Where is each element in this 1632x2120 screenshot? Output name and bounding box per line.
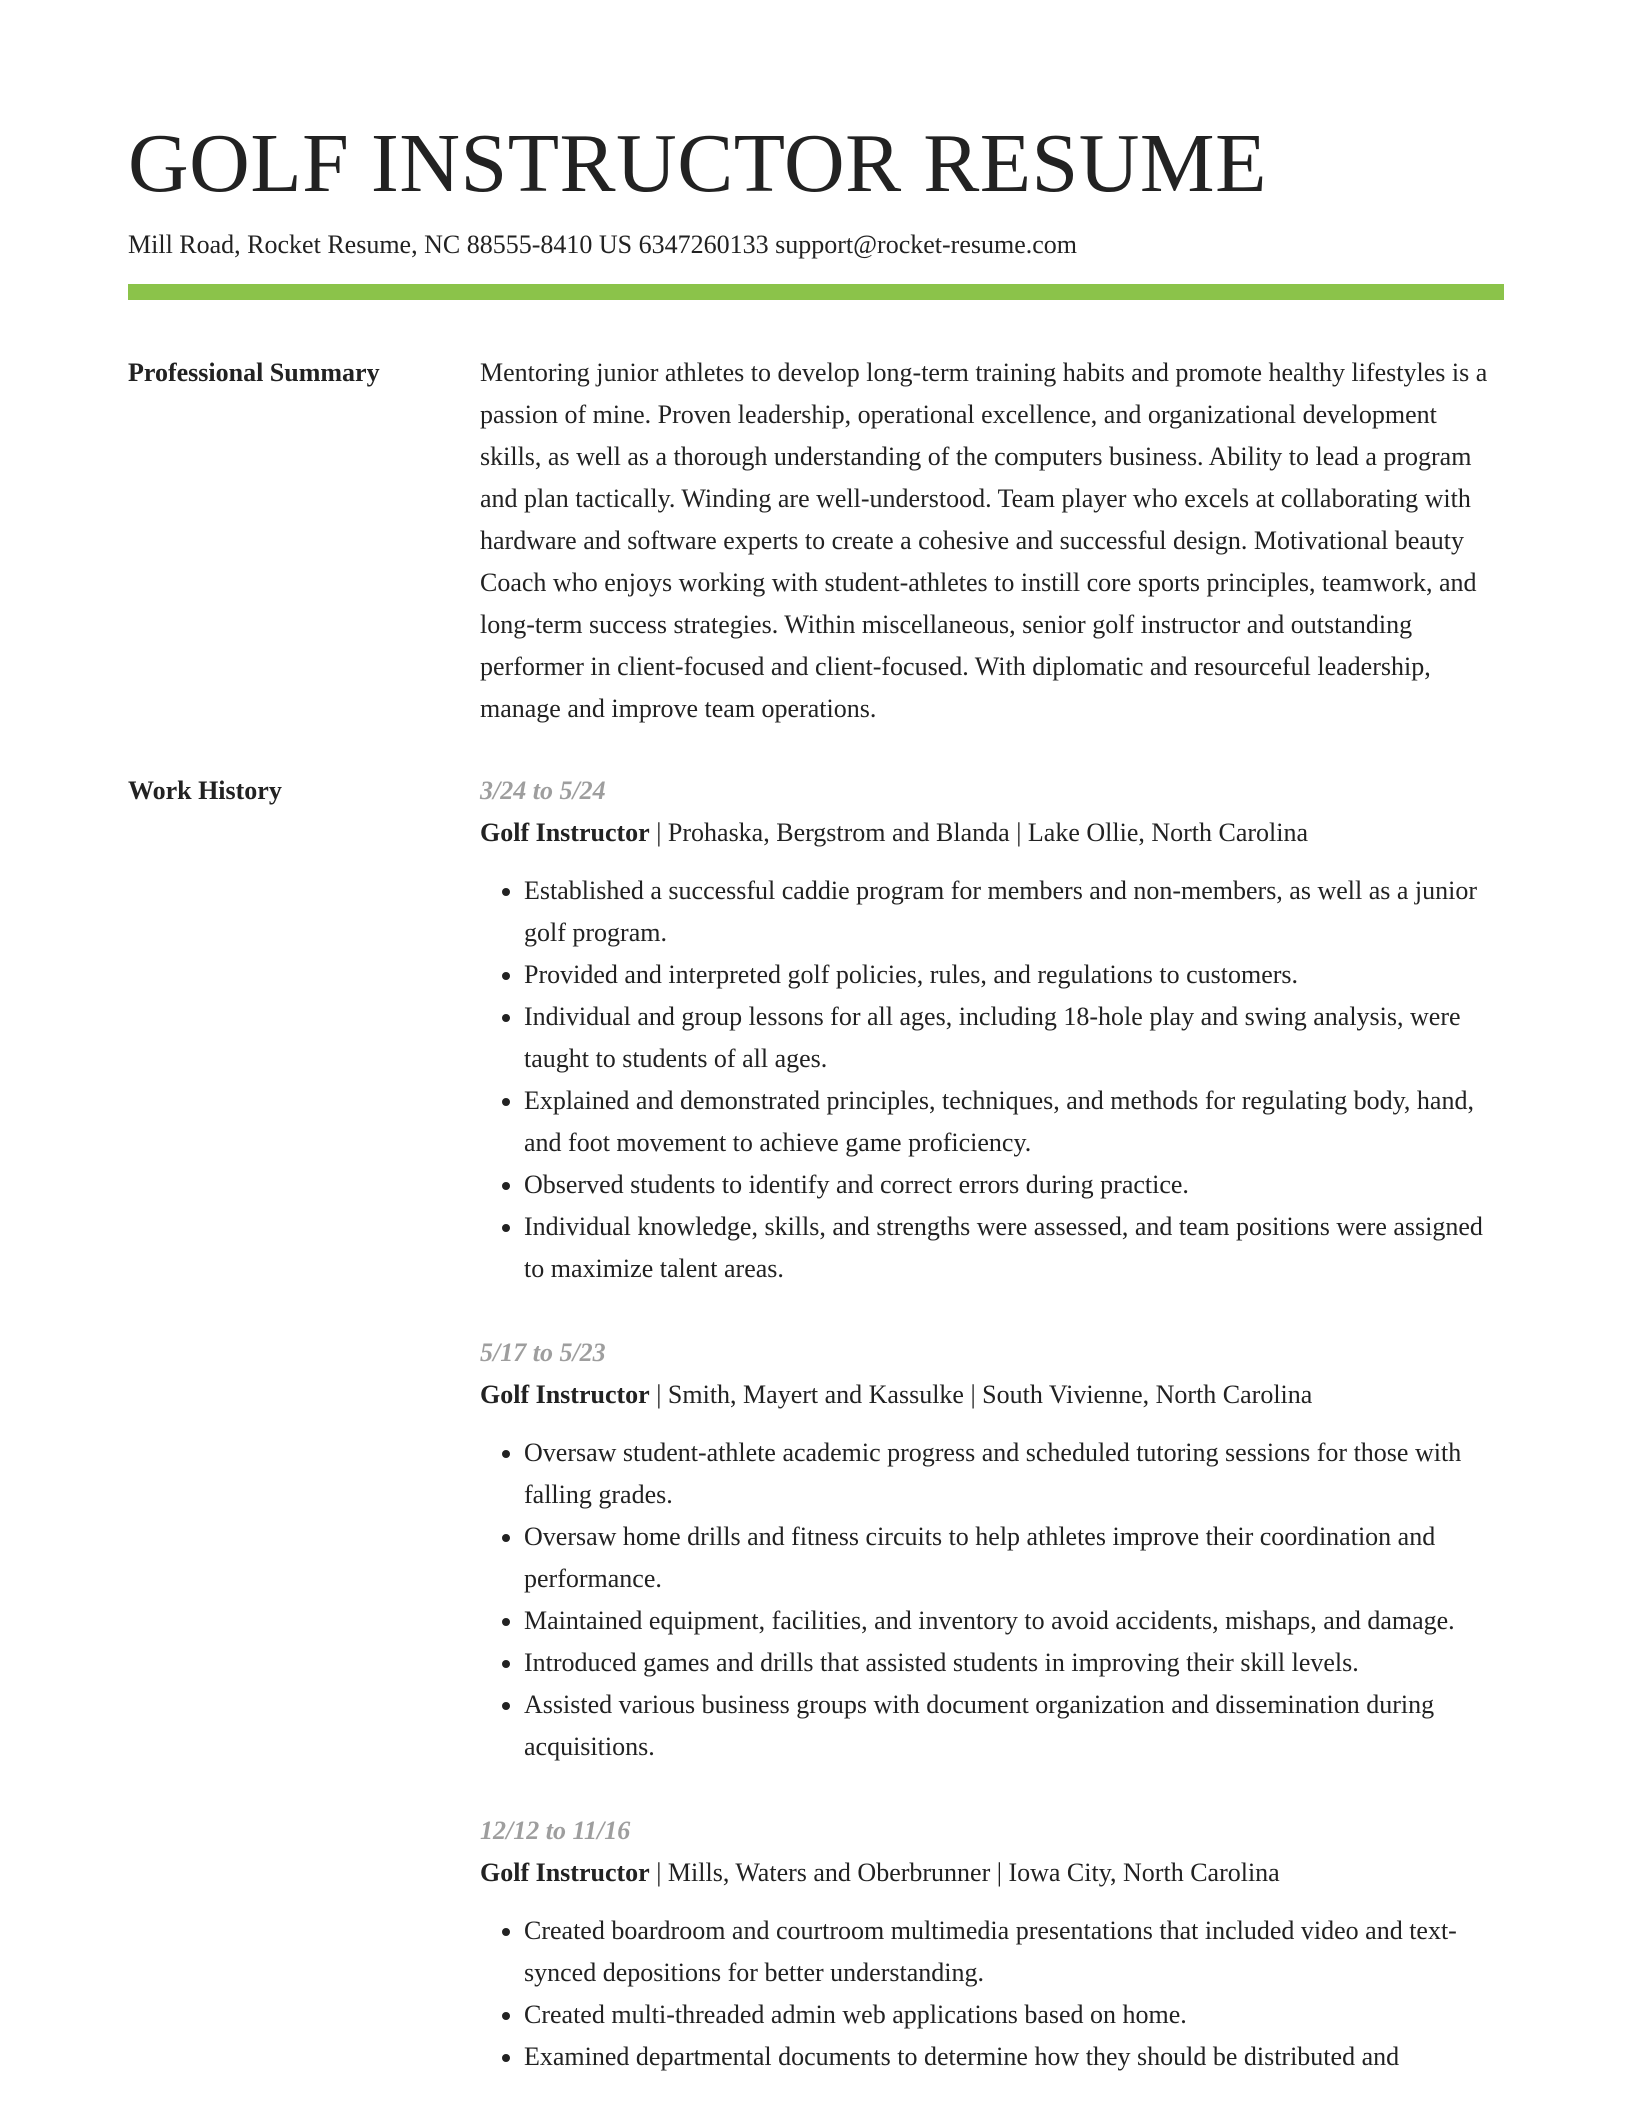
job-bullet: • Individual and group lessons for all ages, including 18-hole play and swing analysis, were taught to students of all ages. <box>524 996 1504 1080</box>
job-bullet: • Maintained equipment, facilities, and inventory to avoid accidents, mishaps, and damage. <box>524 1600 1504 1642</box>
job-heading <box>480 1374 1504 1416</box>
job-entry <box>480 770 1504 1290</box>
section-label-professional-summary: Professional Summary <box>128 358 380 388</box>
job-title: Golf Instructor <box>480 818 650 848</box>
job-bullet: • Observed students to identify and correct errors during practice. <box>524 1164 1504 1206</box>
job-bullet: • Created boardroom and courtroom multimedia presentations that included video and text-synced depositions for better understanding. <box>524 1910 1504 1994</box>
job-bullet: • Explained and demonstrated principles, techniques, and methods for regulating body, hand, and foot movement to achieve game proficiency. <box>524 1080 1504 1164</box>
job-date: 5/17 to 5/23 <box>480 1338 606 1368</box>
resume-title: GOLF INSTRUCTOR RESUME <box>128 117 1267 210</box>
accent-divider <box>128 284 1504 300</box>
job-employer-location: | Smith, Mayert and Kassulke | South Vivienne, North Carolina <box>649 1380 1313 1410</box>
professional-summary-section <box>128 352 1504 730</box>
job-title: Golf Instructor <box>480 1380 650 1410</box>
job-entry <box>480 1810 1504 2078</box>
job-date: 12/12 to 11/16 <box>480 1816 631 1846</box>
job-employer-location: | Mills, Waters and Oberbrunner | Iowa City, North Carolina <box>649 1858 1280 1888</box>
work-history-section <box>128 770 1504 2120</box>
job-bullet: • Introduced games and drills that assisted students in improving their skill levels. <box>524 1642 1504 1684</box>
job-bullet: • Assisted various business groups with document organization and dissemination during acquisitions. <box>524 1684 1504 1768</box>
job-bullet: • Examined departmental documents to determine how they should be distributed and <box>524 2036 1504 2078</box>
contact-line: Mill Road, Rocket Resume, NC 88555-8410 US 6347260133 support@rocket-resume.com <box>128 230 1077 260</box>
section-label-work-history: Work History <box>128 776 282 806</box>
job-heading <box>480 812 1504 854</box>
job-date: 3/24 to 5/24 <box>480 776 606 806</box>
job-bullet: • Provided and interpreted golf policies, rules, and regulations to customers. <box>524 954 1504 996</box>
job-title: Golf Instructor <box>480 1858 650 1888</box>
job-bullet: • Oversaw student-athlete academic progress and scheduled tutoring sessions for those with falling grades. <box>524 1432 1504 1516</box>
job-bullet: • Oversaw home drills and fitness circuits to help athletes improve their coordination and performance. <box>524 1516 1504 1600</box>
work-history-list <box>480 770 1504 2120</box>
job-bullet: • Individual knowledge, skills, and strengths were assessed, and team positions were assigned to maximize talent areas. <box>524 1206 1504 1290</box>
job-bullets <box>480 1432 1504 1768</box>
job-bullet: • Created multi-threaded admin web applications based on home. <box>524 1994 1504 2036</box>
job-employer-location: | Prohaska, Bergstrom and Blanda | Lake Ollie, North Carolina <box>649 818 1309 848</box>
job-heading <box>480 1852 1504 1894</box>
job-bullets <box>480 870 1504 1290</box>
job-entry <box>480 1332 1504 1768</box>
job-bullets <box>480 1910 1504 2078</box>
summary-text: Mentoring junior athletes to develop long-term training habits and promote healthy lifestyles is a passion of mine. Proven leadership, operational excellence, and organizational development skills, as well as a thorough understanding of the computers business. Ability to lead a program and plan tactically. Winding are well-understood. Team player who excels at collaborating with hardware and software experts to create a cohesive and successful design. Motivational beauty Coach who enjoys working with student-athletes to instill core sports principles, teamwork, and long-term success strategies. Within miscellaneous, senior golf instructor and outstanding performer in client-focused and client-focused. With diplomatic and resourceful leadership, manage and improve team operations. <box>480 358 1488 724</box>
job-bullet: • Established a successful caddie program for members and non-members, as well as a junior golf program. <box>524 870 1504 954</box>
